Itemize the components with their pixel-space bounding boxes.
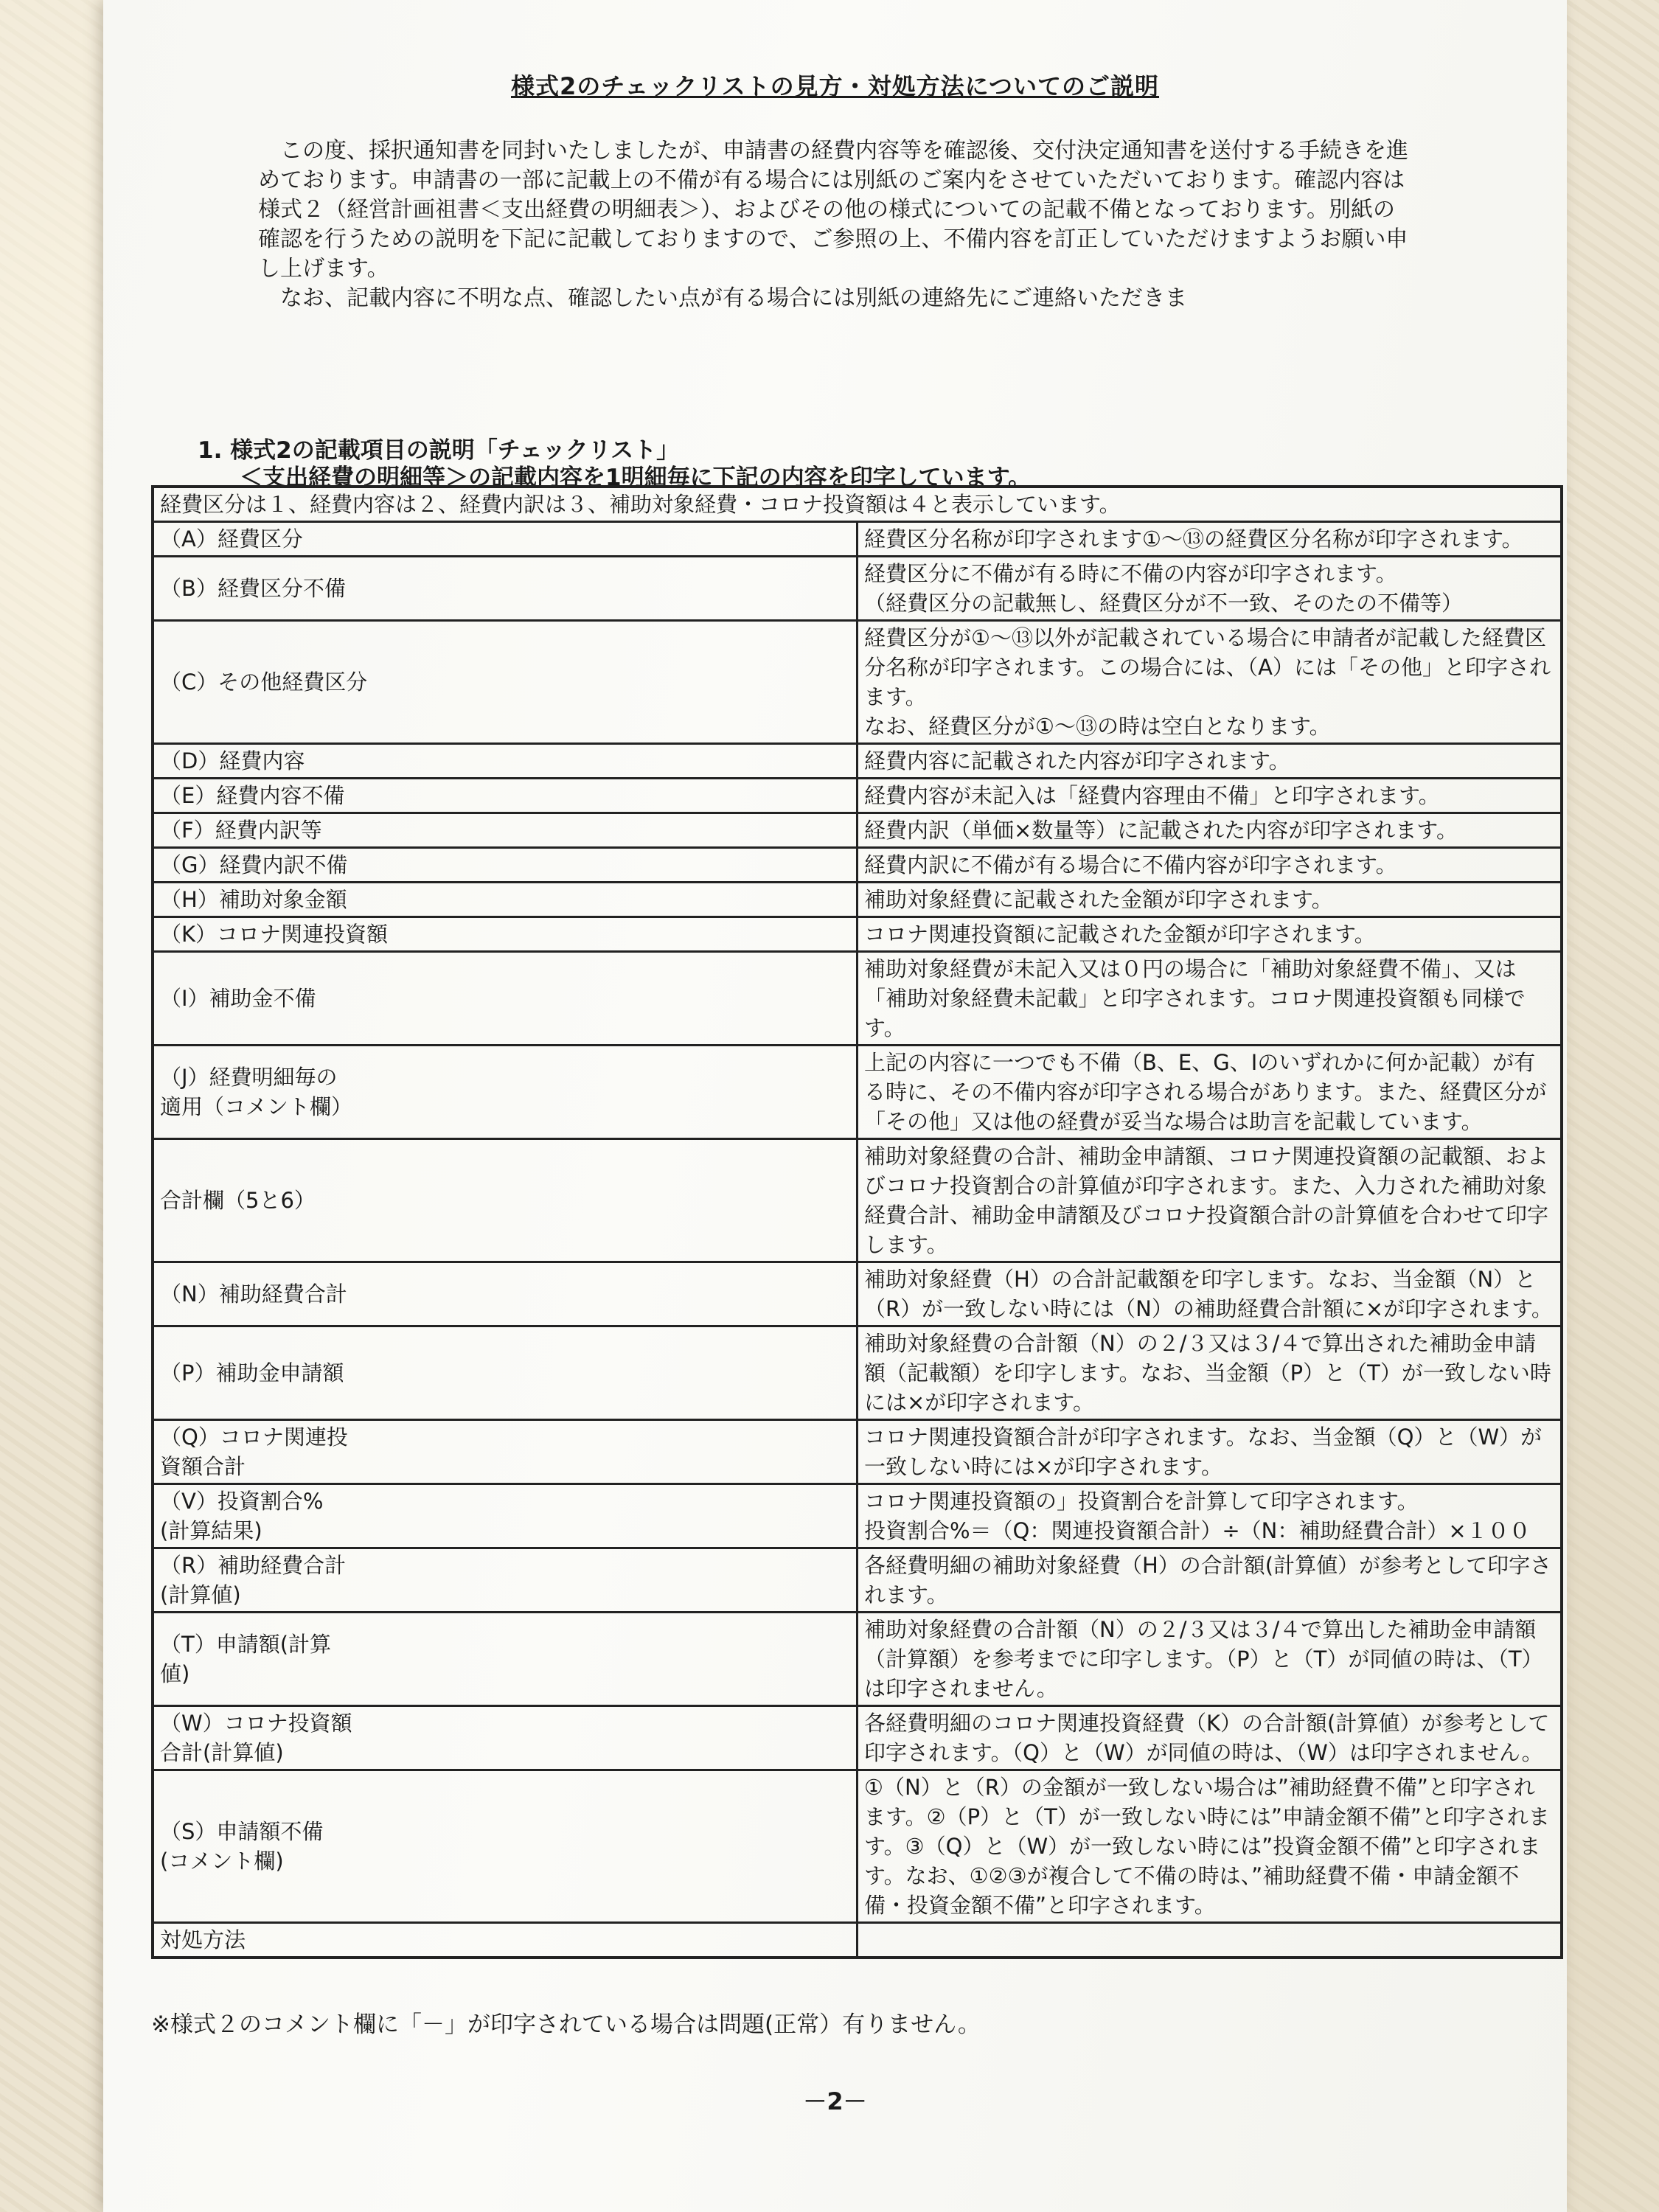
row-description: ①（N）と（R）の金額が一致しない場合は”補助経費不備”と印字されます。②（P）と（T）が一致しない時には”申請金額不備”と印字されます。③（Q）と（W）が一致しない時には”投資金額不備”と印字されます。なお、①②③が複合して不備の時は、”補助経費不備・申請金額不備・投資金額不備”と印字されます。 [858, 1770, 1562, 1923]
row-label: （G）経費内訳不備 [153, 848, 858, 883]
row-label: （P）補助金申請額 [153, 1326, 858, 1420]
table-row [153, 1613, 1562, 1706]
intro-paragraph-2: なお、記載内容に不明な点、確認したい点が有る場合には別紙の連絡先にご連絡いただきま [280, 285, 1187, 311]
table-row [153, 883, 1562, 917]
row-label: （N）補助経費合計 [153, 1262, 858, 1326]
intro-text [258, 136, 1408, 313]
row-label: （E）経費内容不備 [153, 779, 858, 813]
row-description: 経費内訳に不備が有る場合に不備内容が印字されます。 [858, 848, 1562, 883]
row-description: 経費区分名称が印字されます①～⑬の経費区分名称が印字されます。 [858, 522, 1562, 557]
row-description: 各経費明細のコロナ関連投資経費（K）の合計額(計算値）が参考として印字されます。（Q）と（W）が同値の時は、（W）は印字されません。 [858, 1706, 1562, 1770]
row-label: （B）経費区分不備 [153, 557, 858, 621]
row-label: （J）経費明細毎の 適用（コメント欄） [153, 1046, 858, 1139]
page-number: －2－ [803, 2087, 867, 2115]
row-label: （D）経費内容 [153, 744, 858, 779]
table-row [153, 1420, 1562, 1484]
row-description: 補助対象経費の合計額（N）の２/３又は３/４で算出した補助金申請額（計算額）を参考までに印字します。（P）と（T）が同値の時は、（T）は印字されません。 [858, 1613, 1562, 1706]
row-label: （I）補助金不備 [153, 952, 858, 1046]
table-row [153, 557, 1562, 621]
table-row [153, 1484, 1562, 1548]
row-label: （F）経費内訳等 [153, 813, 858, 848]
row-description: コロナ関連投資額合計が印字されます。なお、当金額（Q）と（W）が一致しない時には×が印字されます。 [858, 1420, 1562, 1484]
intro-paragraph-1: この度、採択通知書を同封いたしましたが、申請書の経費内容等を確認後、交付決定通知書を送付する手続きを進めております。申請書の一部に記載上の不備が有る場合には別紙のご案内をさせていただいております。確認内容は様式２（経営計画祖書＜支出経費の明細表＞）、およびその他の様式についての記載不備となっております。別紙の確認を行うための説明を下記に記載しておりますので、ご参照の上、不備内容を訂正していただけますようお願い申し上げます。 [258, 138, 1408, 282]
table-row [153, 744, 1562, 779]
table-row [153, 1046, 1562, 1139]
footnote: ※様式２のコメント欄に「－」が印字されている場合は問題(正常）有りません。 [151, 2011, 981, 2038]
table-row [153, 1548, 1562, 1613]
row-description: 補助対象経費の合計額（N）の２/３又は３/４で算出された補助金申請額（記載額）を印字します。なお、当金額（P）と（T）が一致しない時には×が印字されます。 [858, 1326, 1562, 1420]
table-row [153, 779, 1562, 813]
section-subheading: ＜支出経費の明細等＞の記載内容を1明細毎に下記の内容を印字しています。 [240, 465, 1032, 491]
row-description: 補助対象経費の合計、補助金申請額、コロナ関連投資額の記載額、およびコロナ投資割合の計算値が印字されます。また、入力された補助対象経費合計、補助金申請額及びコロナ投資額合計の計算値を合わせて印字します。 [858, 1139, 1562, 1262]
row-label: （K）コロナ関連投資額 [153, 917, 858, 952]
row-description: コロナ関連投資額の」投資割合を計算して印字されます。 投資割合%＝（Q：関連投資額合計）÷（N：補助経費合計）×１００ [858, 1484, 1562, 1548]
footer-label: 対処方法 [153, 1923, 858, 1958]
table-row [153, 1706, 1562, 1770]
row-label: （Q）コロナ関連投 資額合計 [153, 1420, 858, 1484]
table-header-row [153, 487, 1562, 522]
row-description: コロナ関連投資額に記載された金額が印字されます。 [858, 917, 1562, 952]
footer-empty-cell [858, 1923, 1562, 1958]
table-footer-row [153, 1923, 1562, 1958]
row-description: 経費内容が未記入は「経費内容理由不備」と印字されます。 [858, 779, 1562, 813]
row-label: （S）申請額不備 (コメント欄) [153, 1770, 858, 1923]
table-row [153, 1139, 1562, 1262]
page-title: 様式2のチェックリストの見方・対処方法についてのご説明 [510, 72, 1160, 100]
table-row [153, 1770, 1562, 1923]
table-header-note: 経費区分は１、経費内容は２、経費内訳は３、補助対象経費・コロナ投資額は４と表示しています。 [153, 487, 1562, 522]
table-row [153, 848, 1562, 883]
table-row [153, 522, 1562, 557]
row-description: 各経費明細の補助対象経費（H）の合計額(計算値）が参考として印字されます。 [858, 1548, 1562, 1613]
row-label: （R）補助経費合計 (計算値) [153, 1548, 858, 1613]
row-description: 経費区分に不備が有る時に不備の内容が印字されます。 （経費区分の記載無し、経費区分が不一致、そのたの不備等） [858, 557, 1562, 621]
row-label: （A）経費区分 [153, 522, 858, 557]
row-description: 経費内容に記載された内容が印字されます。 [858, 744, 1562, 779]
row-label: （W）コロナ投資額 合計(計算値) [153, 1706, 858, 1770]
row-description: 経費区分が①～⑬以外が記載されている場合に申請者が記載した経費区分名称が印字されます。この場合には、（A）には「その他」と印字されます。 なお、経費区分が①～⑬の時は空白となります。 [858, 621, 1562, 744]
row-label: 合計欄（5と6） [153, 1139, 858, 1262]
row-label: （T）申請額(計算 値) [153, 1613, 858, 1706]
row-label: （V）投資割合% (計算結果) [153, 1484, 858, 1548]
checklist-table [151, 485, 1563, 1959]
row-label: （C）その他経費区分 [153, 621, 858, 744]
section-heading: 1. 様式2の記載項目の説明「チェックリスト」 [198, 437, 680, 464]
table-row [153, 621, 1562, 744]
row-label: （H）補助対象金額 [153, 883, 858, 917]
table-row [153, 1326, 1562, 1420]
table-row [153, 1262, 1562, 1326]
table-row [153, 813, 1562, 848]
row-description: 補助対象経費が未記入又は０円の場合に「補助対象経費不備」、又は「補助対象経費未記載」と印字されます。コロナ関連投資額も同様です。 [858, 952, 1562, 1046]
row-description: 補助対象経費（H）の合計記載額を印字します。なお、当金額（N）と（R）が一致しない時には（N）の補助経費合計額に×が印字されます。 [858, 1262, 1562, 1326]
table-row [153, 952, 1562, 1046]
row-description: 上記の内容に一つでも不備（B、E、G、Iのいずれかに何か記載）が有る時に、その不備内容が印字される場合があります。また、経費区分が「その他」又は他の経費が妥当な場合は助言を記載しています。 [858, 1046, 1562, 1139]
row-description: 経費内訳（単価×数量等）に記載された内容が印字されます。 [858, 813, 1562, 848]
row-description: 補助対象経費に記載された金額が印字されます。 [858, 883, 1562, 917]
table-row [153, 917, 1562, 952]
